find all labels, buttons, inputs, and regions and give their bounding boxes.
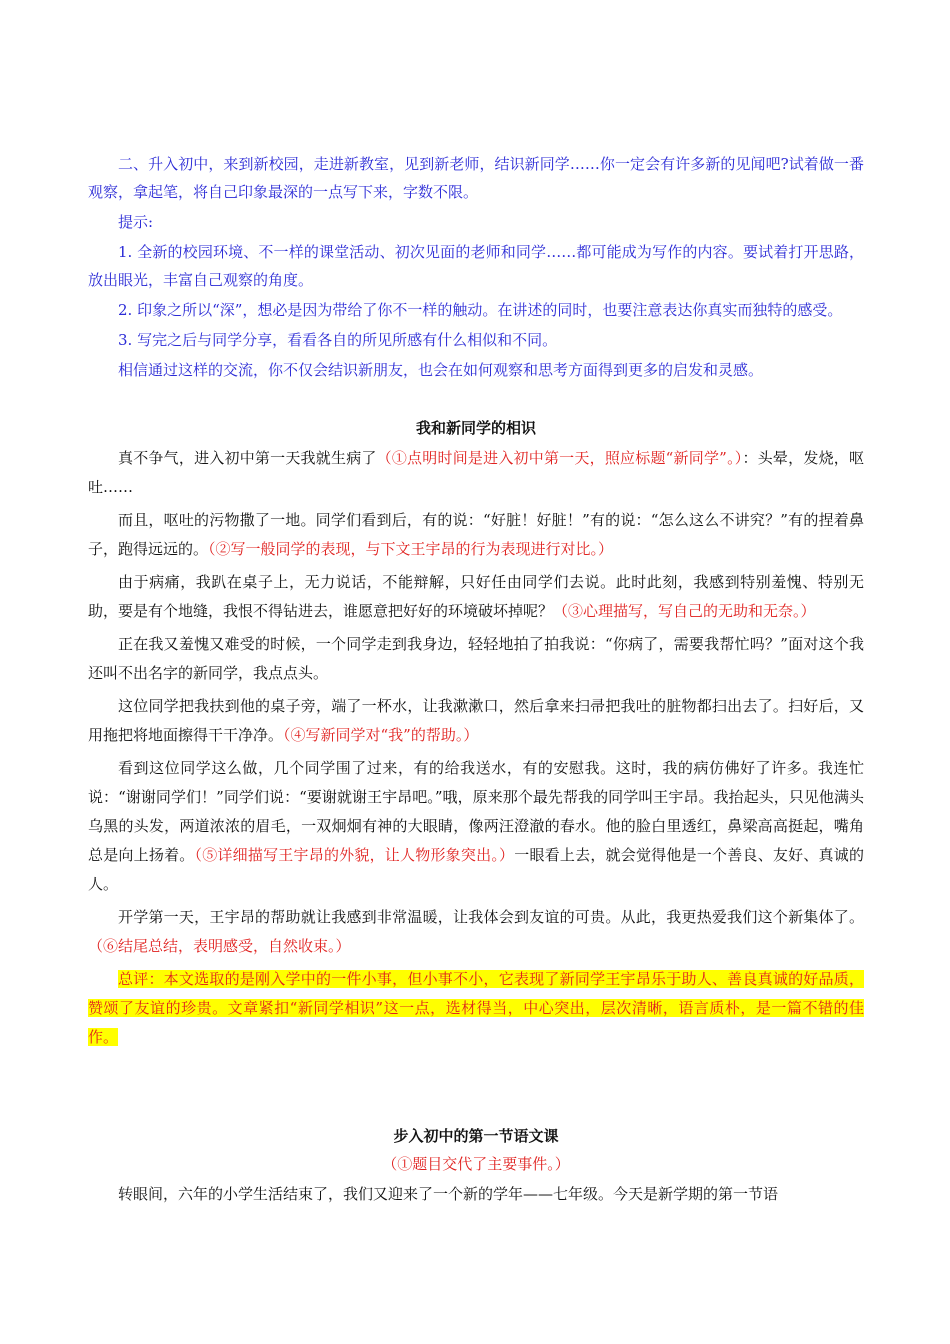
essay1-p3-text: 由于病痛，我趴在桌子上，无力说话，不能辩解，只好任由同学们去说。此时此刻，我感到特别羞愧、特别无助，要是有个地缝，我恨不得钻进去，谁愿意把好好的环境破坏掉呢？ bbox=[88, 573, 864, 620]
essay1-p1-text-b: ：头晕，发烧，呕吐…… bbox=[88, 449, 864, 496]
prompt-closing: 相信通过这样的交流，你不仅会结识新朋友，也会在如何观察和思考方面得到更多的启发和灵感。 bbox=[118, 361, 764, 379]
essay2-title-note: （①题目交代了主要事件。） bbox=[382, 1155, 570, 1173]
essay1-title: 我和新同学的相识 bbox=[415, 419, 536, 437]
essay1-p6-note: （⑤详细描写王宇昂的外貌，让人物形象突出。） bbox=[194, 846, 515, 864]
essay1-paragraph-2 bbox=[88, 506, 864, 564]
essay1-p7-note: （⑥结尾总结，表明感受，自然收束。） bbox=[88, 937, 351, 955]
essay1-paragraph-7 bbox=[88, 903, 864, 961]
essay1-paragraph-1 bbox=[88, 444, 864, 502]
hint-3: 3. 写完之后与同学分享，看看各自的所见所感有什么相似和不同。 bbox=[118, 331, 558, 349]
hint-label: 提示: bbox=[118, 213, 154, 231]
essay1-p2-note: （②写一般同学的表现，与下文王宇昂的行为表现进行对比。） bbox=[208, 540, 614, 558]
essay1-paragraph-5 bbox=[88, 692, 864, 750]
essay1-paragraph-3 bbox=[88, 568, 864, 626]
essay1-p7-text: 开学第一天，王宇昂的帮助就让我感到非常温暖，让我体会到友谊的可贵。从此，我更热爱我们这个新集体了。 bbox=[118, 908, 864, 926]
essay1-p1-note: （①点明时间是进入初中第一天，照应标题“新同学”。） bbox=[376, 449, 743, 467]
essay1-summary bbox=[88, 965, 864, 1052]
summary-highlight: 总评：本文选取的是刚入学中的一件小事，但小事不小，它表现了新同学王宇昂乐于助人、善良真诚的好品质，赞颂了友谊的珍贵。文章紧扣“新同学相识”这一点，选材得当，中心突出，层次清晰，语言质朴，是一篇不错的佳作。 bbox=[88, 970, 864, 1046]
hint-1: 1. 全新的校园环境、不一样的课堂活动、初次见面的老师和同学……都可能成为写作的内容。要试着打开思路，放出眼光，丰富自己观察的角度。 bbox=[88, 243, 864, 289]
essay1-p5-note: （④写新同学对“我”的帮助。） bbox=[283, 726, 479, 744]
essay1-p6-text: 看到这位同学这么做，几个同学围了过来，有的给我送水，有的安慰我。这时，我的病仿佛好了许多。我连忙说：“谢谢同学们！”同学们说：“要谢就谢王宇昂吧。”哦，原来那个最先帮我的同学叫王宇昂。我抬起头，只见他满头乌黑的头发，两道浓浓的眉毛，一双炯炯有神的大眼睛，像两汪澄澈的春水。他的脸白里透红，鼻梁高高挺起，嘴角总是向上扬着。 bbox=[88, 759, 864, 864]
essay1-p5-text: 这位同学把我扶到他的桌子旁，端了一杯水，让我漱漱口，然后拿来扫帚把我吐的脏物都扫出去了。扫好后，又用拖把将地面擦得干干净净。 bbox=[88, 697, 864, 744]
essay1-p6-text-b: 一眼看上去，就会觉得他是一个善良、友好、真诚的人。 bbox=[88, 846, 864, 893]
prompt-intro: 二、升入初中，来到新校园，走进新教室，见到新老师，结识新同学……你一定会有许多新的见闻吧?试着做一番观察，拿起笔，将自己印象最深的一点写下来，字数不限。 bbox=[88, 155, 864, 201]
essay1-p1-text: 真不争气，进入初中第一天我就生病了 bbox=[118, 449, 377, 467]
essay1-paragraph-6 bbox=[88, 754, 864, 899]
essay1-paragraph-4: 正在我又羞愧又难受的时候，一个同学走到我身边，轻轻地拍了拍我说：“你病了，需要我帮忙吗？”面对这个我还叫不出名字的新同学，我点点头。 bbox=[88, 635, 864, 682]
hint-2: 2. 印象之所以“深”，想必是因为带给了你不一样的触动。在讲述的同时，也要注意表达你真实而独特的感受。 bbox=[118, 301, 843, 319]
essay2-title: 步入初中的第一节语文课 bbox=[393, 1127, 559, 1145]
essay2-paragraph-1: 转眼间，六年的小学生活结束了，我们又迎来了一个新的学年——七年级。今天是新学期的第一节语 bbox=[118, 1185, 779, 1203]
document-page bbox=[88, 150, 864, 1209]
essay1-p3-note: （③心理描写，写自己的无助和无奈。） bbox=[553, 602, 816, 620]
essay1-p2-text: 而且，呕吐的污物撒了一地。同学们看到后，有的说：“好脏！好脏！”有的说：“怎么这么不讲究？”有的捏着鼻子，跑得远远的。 bbox=[88, 511, 864, 558]
